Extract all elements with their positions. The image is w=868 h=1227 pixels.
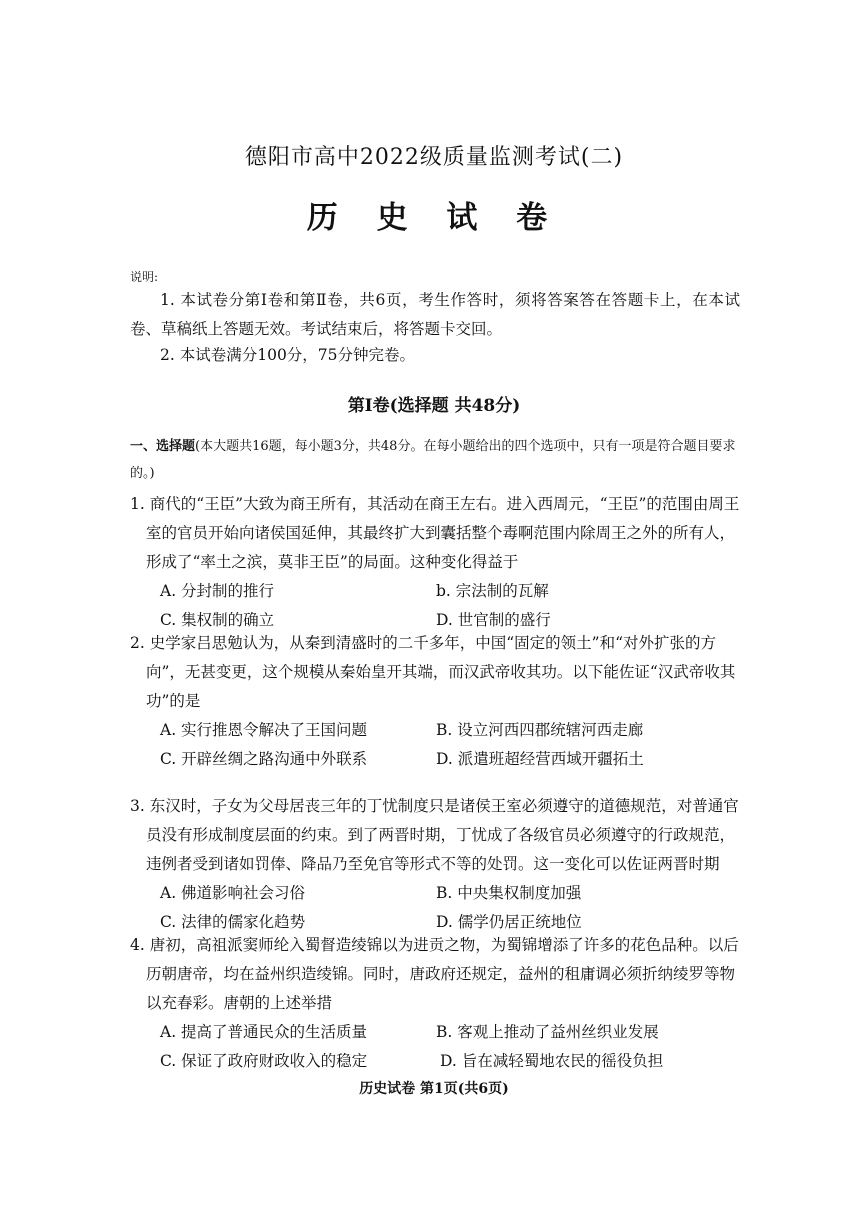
option-c: C. 保证了政府财政收入的稳定 bbox=[160, 1052, 368, 1070]
note-item-1: 1. 本试卷分第Ⅰ卷和第Ⅱ卷，共6页，考生作答时，须将答案答在答题卡上，在本试卷、草稿纸上答题无效。考试结束后，将答题卡交回。 bbox=[130, 291, 740, 338]
question-stem: 2. 史学家吕思勉认为，从秦到清盛时的二千多年，中国“固定的领土”和“对外扩张的方向”，无甚变更，这个规模从秦始皇开其端，而汉武帝收其功。以下能佐证“汉武帝收其功”的是 bbox=[130, 634, 736, 710]
option-a: A. 佛道影响社会习俗 bbox=[160, 884, 306, 902]
option-d: D. 儒学仍居正统地位 bbox=[436, 913, 582, 931]
question-1 bbox=[130, 490, 742, 635]
option-b: B. 客观上推动了益州丝织业发展 bbox=[436, 1023, 659, 1041]
question-stem: 1. 商代的“王臣”大致为商王所有，其活动在商王左右。进入西周元，“王臣”的范围由周王室的官员开始向诸侯国延伸，其最终扩大到囊括整个毒啊范围内除周王之外的所有人，形成了“率土之滨，莫非王臣”的局面。这种变化得益于 bbox=[130, 495, 740, 571]
instruction-head: 一、选择题 bbox=[130, 439, 196, 454]
exam-title: 德阳市高中2022级质量监测考试(二) bbox=[244, 145, 624, 170]
instruction-body: (本大题共16题，每小题3分，共48分。在每小题给出的四个选项中，只有一项是符合题目要求的。) bbox=[130, 439, 736, 481]
option-a: A. 提高了普通民众的生活质量 bbox=[160, 1023, 368, 1041]
option-c: C. 集权制的确立 bbox=[160, 611, 275, 629]
option-d: D. 派遣班超经营西域开疆拓土 bbox=[436, 750, 644, 768]
option-d: D. 世官制的盛行 bbox=[436, 611, 551, 629]
option-grid bbox=[130, 716, 742, 774]
option-d: D. 旨在减轻蜀地农民的徭役负担 bbox=[440, 1052, 664, 1070]
option-c: C. 开辟丝绸之路沟通中外联系 bbox=[160, 750, 368, 768]
option-b: B. 中央集权制度加强 bbox=[436, 884, 582, 902]
question-4 bbox=[130, 931, 742, 1076]
question-3 bbox=[130, 792, 742, 937]
option-a: A. 实行推恩令解决了王国问题 bbox=[160, 721, 368, 739]
subject-title: 历 史 试 卷 bbox=[306, 200, 562, 236]
option-grid bbox=[130, 577, 742, 635]
question-stem: 3. 东汉时，子女为父母居丧三年的丁忧制度只是诸侯王室必须遵守的道德规范，对普通官员没有形成制度层面的约束。到了两晋时期，丁忧成了各级官员必须遵守的行政规范，违例者受到诸如罚俸、降品乃至免官等形式不等的处罚。这一变化可以佐证两晋时期 bbox=[130, 797, 739, 873]
option-grid bbox=[130, 879, 742, 937]
question-stem: 4. 唐初，高祖派窦师纶入蜀督造绫锦以为进贡之物，为蜀锦增添了许多的花色品种。以后历朝唐帝，均在益州织造绫锦。同时，唐政府还规定，益州的租庸调必须折纳绫罗等物以充春彩。唐朝的上述举措 bbox=[130, 936, 739, 1012]
option-b: b. 宗法制的瓦解 bbox=[436, 582, 549, 600]
section-instruction bbox=[130, 433, 742, 487]
question-2 bbox=[130, 629, 742, 774]
note-item-2: 2. 本试卷满分100分，75分钟完卷。 bbox=[160, 346, 416, 364]
notes-label: 说明: bbox=[130, 270, 159, 284]
option-a: A. 分封制的推行 bbox=[160, 582, 275, 600]
option-grid bbox=[130, 1018, 742, 1076]
page-footer: 历史试卷 第1页(共6页) bbox=[359, 1081, 509, 1097]
option-b: B. 设立河西四郡统辖河西走廊 bbox=[436, 721, 644, 739]
section-title: 第Ⅰ卷(选择题 共48分) bbox=[347, 396, 521, 416]
option-c: C. 法律的儒家化趋势 bbox=[160, 913, 306, 931]
